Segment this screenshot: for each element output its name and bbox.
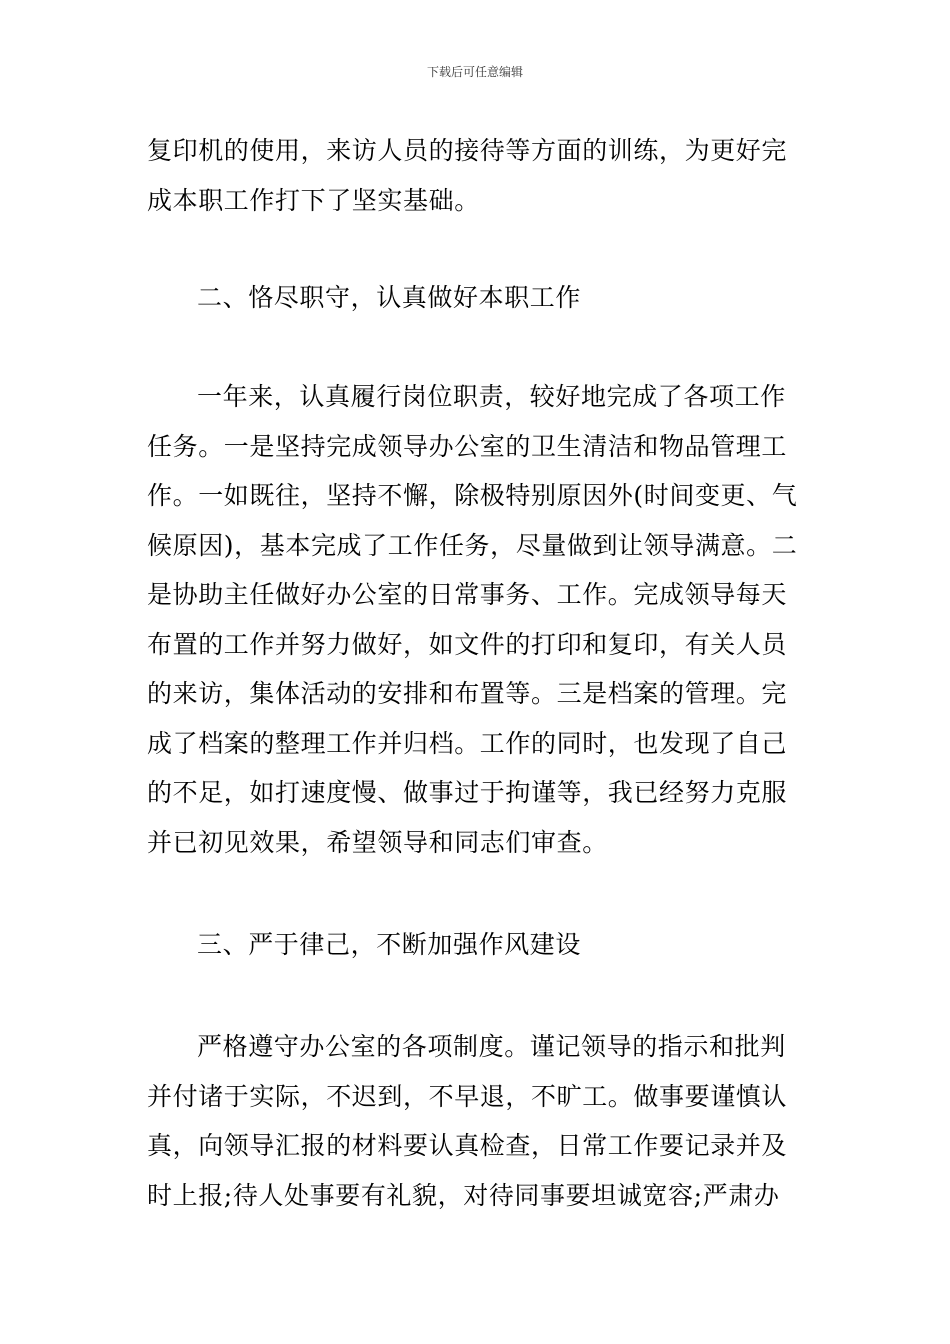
- section-heading-3: 三、严于律己，不断加强作风建设: [197, 930, 582, 959]
- text-line: 复印机的使用，来访人员的接待等方面的训练，为更好完: [147, 136, 788, 165]
- text-line: 一年来，认真履行岗位职责，较好地完成了各项工作: [197, 382, 786, 411]
- page-header: 下载后可任意编辑: [426, 65, 523, 79]
- text-line: 真，向领导汇报的材料要认真检查，日常工作要记录并及: [147, 1131, 788, 1160]
- section-heading-2: 二、恪尽职守，认真做好本职工作: [197, 283, 582, 312]
- text-line: 成本职工作打下了坚实基础。: [147, 185, 480, 215]
- paragraph-duties: [147, 372, 807, 867]
- paragraph-continued: [147, 126, 807, 225]
- paragraph-discipline: [147, 1022, 807, 1220]
- text-line: 成了档案的整理工作并归档。工作的同时，也发现了自己: [147, 728, 788, 758]
- text-line: 布置的工作并努力做好，如文件的打印和复印，有关人员: [147, 629, 788, 659]
- text-line: 作。一如既往，坚持不懈，除极特别原因外(时间变更、气: [147, 481, 798, 510]
- text-line: 时上报;待人处事要有礼貌，对待同事要坦诚宽容;严肃办: [147, 1180, 780, 1210]
- text-line: 候原因)，基本完成了工作任务，尽量做到让领导满意。二: [147, 530, 798, 560]
- text-line: 并付诸于实际，不迟到，不早退，不旷工。做事要谨慎认: [147, 1081, 788, 1111]
- text-line: 任务。一是坚持完成领导办公室的卫生清洁和物品管理工: [147, 431, 788, 461]
- text-line: 是协助主任做好办公室的日常事务、工作。完成领导每天: [147, 580, 788, 609]
- text-line: 的来访，集体活动的安排和布置等。三是档案的管理。完: [147, 679, 788, 708]
- text-line: 并已初见效果，希望领导和同志们审查。: [147, 827, 608, 857]
- text-line: 的不足，如打速度慢、做事过于拘谨等，我已经努力克服: [147, 778, 788, 807]
- text-line: 严格遵守办公室的各项制度。谨记领导的指示和批判: [197, 1032, 786, 1061]
